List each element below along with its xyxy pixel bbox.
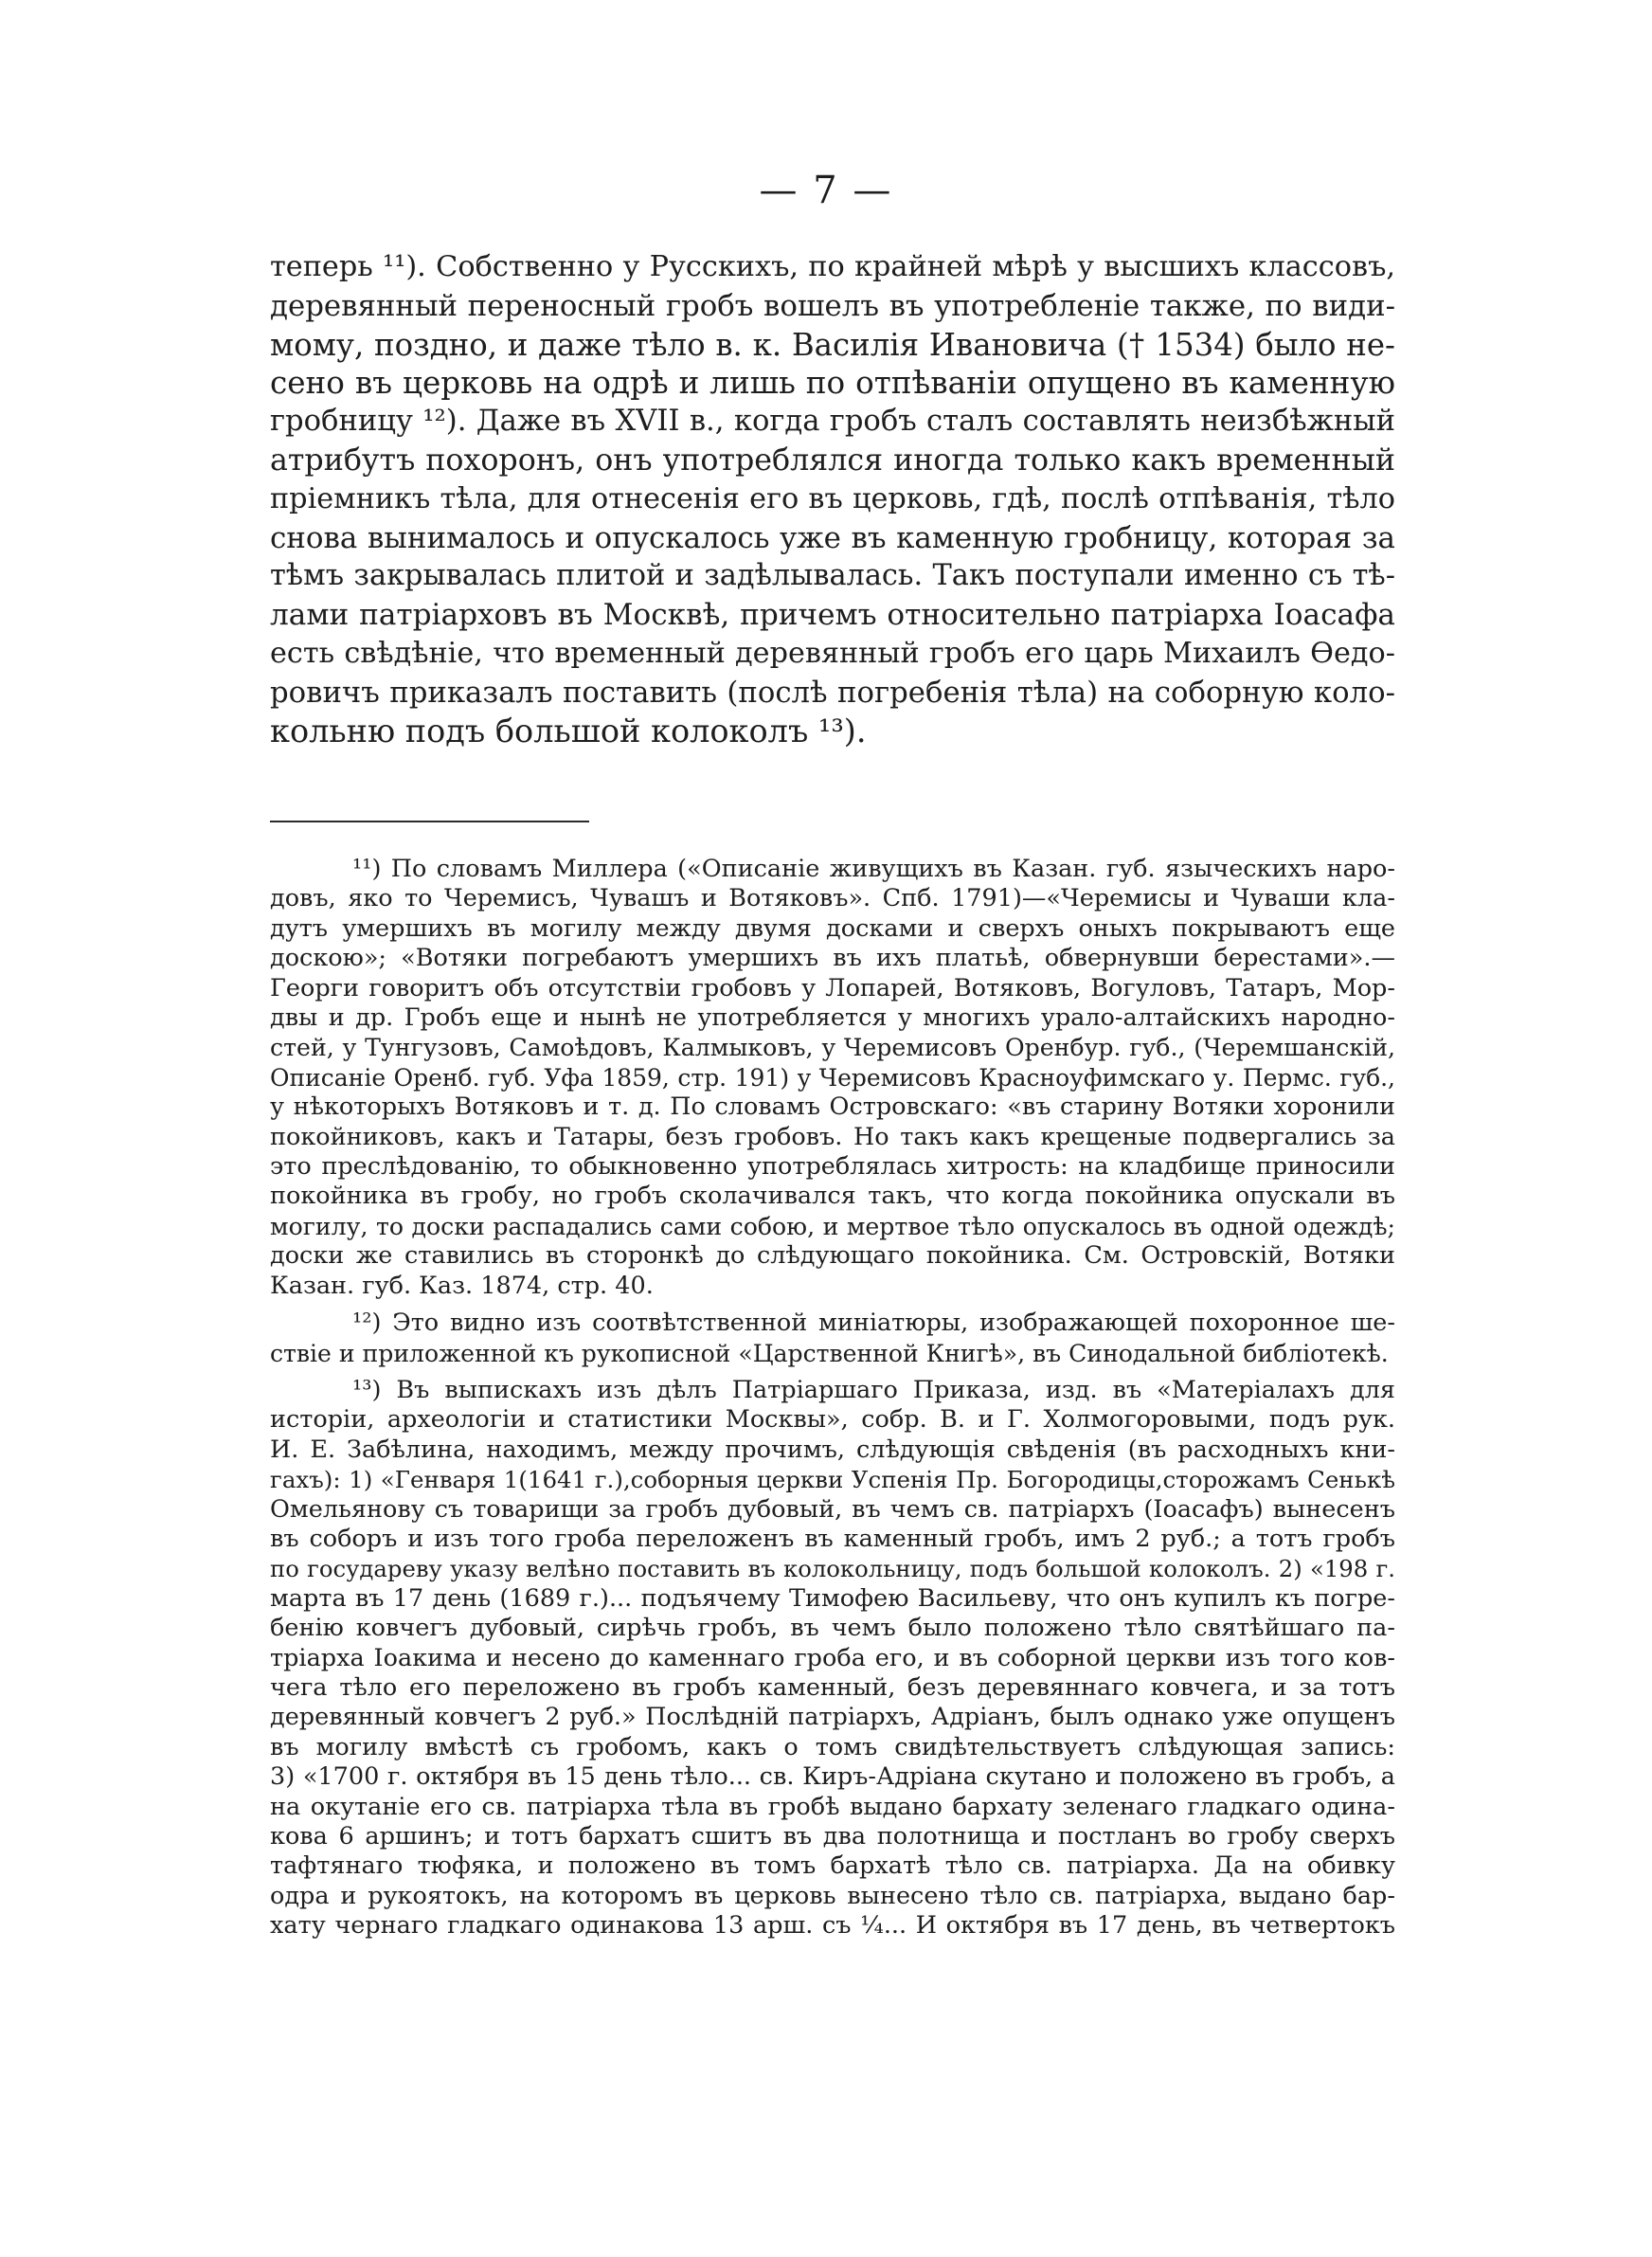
footnote-line: Описаніе Оренб. губ. Уфа 1859, стр. 191) у Черемисовъ Красноуфимскаго у. Пермс. губ.,: [270, 1063, 1395, 1092]
footnote-line: хату чернаго гладкаго одинакова 13 арш. съ ¼... И октября въ 17 день, въ четвертокъ: [270, 1911, 1395, 1941]
page-number: — 7 —: [759, 169, 893, 212]
footnote-line: бенію ковчегъ дубовый, сирѣчь гробъ, въ чемъ было положено тѣло святѣйшаго па-: [270, 1614, 1395, 1643]
footnote-line: могилу, то доски распадались сами собою, и мертвое тѣло опускалось въ одной одеждѣ;: [270, 1212, 1395, 1240]
text-line: ровичъ приказалъ поставить (послѣ погребенія тѣла) на соборную коло-: [270, 675, 1395, 710]
text-line: сено въ церковь на одрѣ и лишь по отпѣваніи опущено въ каменную: [270, 365, 1395, 402]
footnote-line: исторіи, археологіи и статистики Москвы», собр. В. и Г. Холмогоровыми, подъ рук.: [270, 1405, 1395, 1435]
text-line: деревянный переносный гробъ вошелъ въ употребленіе также, по види-: [270, 288, 1395, 323]
text-line: атрибутъ похоронъ, онъ употреблялся иногда только какъ временный: [270, 442, 1395, 478]
footnote-11: [270, 855, 1395, 1301]
footnote-line: довъ, яко то Черемисъ, Чувашъ и Вотяковъ». Спб. 1791)—«Черемисы и Чуваши кла-: [270, 884, 1395, 913]
footnote-line: доскою»; «Вотяки погребаютъ умершихъ въ ихъ платьѣ, обвернувши берестами».—: [270, 944, 1395, 973]
text-line: гробницу ¹²). Даже въ XVII в., когда гробъ сталъ составлять неизбѣжный: [270, 405, 1395, 439]
footnote-line: тріарха Іоакима и несено до каменнаго гроба его, и въ соборной церкви изъ того ков-: [270, 1643, 1395, 1672]
footnote-line: Георги говоритъ объ отсутствіи гробовъ у Лопарей, Вотяковъ, Вогуловъ, Татаръ, Мор-: [270, 973, 1395, 1002]
footnote-line: чега тѣло его переложено въ гробъ каменный, безъ деревяннаго ковчега, и за тотъ: [270, 1672, 1395, 1702]
footnote-line: доски же ставились въ сторонкѣ до слѣдующаго покойника. См. Островскій, Вотяки: [270, 1241, 1395, 1271]
footnote-line: по государеву указу велѣно поставить въ колокольницу, подъ большой колоколъ. 2) «198 г.: [270, 1555, 1395, 1583]
footnote-line: ¹¹) По словамъ Миллера («Описаніе живущихъ въ Казан. губ. языческихъ наро-: [352, 855, 1395, 883]
text-line: мому, поздно, и даже тѣло в. к. Василія Ивановича († 1534) было не-: [270, 326, 1395, 363]
text-line: теперь ¹¹). Собственно у Русскихъ, по крайней мѣрѣ у высшихъ классовъ,: [270, 250, 1395, 283]
footnote-line: одра и рукоятокъ, на которомъ въ церковь вынесено тѣло св. патріарха, выдано бар-: [270, 1881, 1395, 1910]
footnote-line: на окутаніе его св. патріарха тѣла въ гробѣ выдано бархату зеленаго гладкаго одина-: [270, 1792, 1395, 1821]
footnote-line: покойниковъ, какъ и Татары, безъ гробовъ. Но такъ какъ крещеные подвергались за: [270, 1122, 1395, 1151]
footnote-line: двы и др. Гробъ еще и нынѣ не употребляется у многихъ урало-алтайскихъ народно-: [270, 1003, 1395, 1033]
footnote-line: ¹²) Это видно изъ соотвѣтственной миніатюры, изображающей похоронное ше-: [352, 1309, 1395, 1338]
footnote-line: марта въ 17 день (1689 г.)... подъячему Тимофею Васильеву, что онъ купилъ къ погре-: [270, 1583, 1395, 1613]
text-line: кольню подъ большой колоколъ ¹³).: [270, 712, 867, 749]
footnote-13: [270, 1376, 1395, 1941]
footnote-line: въ могилу вмѣстѣ съ гробомъ, какъ о томъ свидѣтельствуетъ слѣдующая запись:: [270, 1732, 1395, 1761]
footnote-line: И. Е. Забѣлина, находимъ, между прочимъ, слѣдующія свѣденія (въ расходныхъ кни-: [270, 1435, 1395, 1464]
footnote-line: дутъ умершихъ въ могилу между двумя досками и сверхъ оныхъ покрываютъ еще: [270, 913, 1395, 943]
footnote-line: Казан. губ. Каз. 1874, стр. 40.: [270, 1271, 654, 1300]
footnote-line: въ соборъ и изъ того гроба переложенъ въ каменный гробъ, имъ 2 руб.; а тотъ гробъ: [270, 1524, 1395, 1553]
footnote-line: деревянный ковчегъ 2 руб.» Послѣдній патріархъ, Адріанъ, былъ однако уже опущенъ: [270, 1703, 1395, 1732]
footnote-line: кова 6 аршинъ; и тотъ бархатъ сшитъ въ два полотнища и постланъ во гробу сверхъ: [270, 1822, 1395, 1851]
footnote-line: ¹³) Въ выпискахъ изъ дѣлъ Патріаршаго Приказа, изд. въ «Матеріалахъ для: [352, 1375, 1395, 1404]
footnote-line: стей, у Тунгузовъ, Самоѣдовъ, Калмыковъ, у Черемисовъ Оренбур. губ., (Черемшанскій,: [270, 1034, 1395, 1062]
footnote-line: гахъ): 1) «Генваря 1(1641 г.),соборныя церкви Успенія Пр. Богородицы,сторожамъ Сенькѣ: [270, 1466, 1395, 1494]
footnotes: [270, 855, 1395, 1941]
text-line: снова вынималось и опускалось уже въ каменную гробницу, которая за: [270, 520, 1395, 555]
footnote-line: это преслѣдованію, то обыкновенно употреблялась хитрость: на кладбище приносили: [270, 1152, 1395, 1182]
footnote-line: покойника въ гробу, но гробъ сколачивался такъ, что когда покойника опускали въ: [270, 1182, 1395, 1211]
footnote-line: ствіе и приложенной къ рукописной «Царственной Книгѣ», въ Синодальной библіотекѣ.: [270, 1339, 1389, 1367]
text-line: лами патріарховъ въ Москвѣ, причемъ относительно патріарха Іоасафа: [270, 598, 1395, 633]
footnote-divider: [270, 821, 589, 822]
footnote-line: у нѣкоторыхъ Вотяковъ и т. д. По словамъ Островскаго: «въ старину Вотяки хоронили: [270, 1092, 1395, 1122]
footnote-line: Омельянову съ товарищи за гробъ дубовый, въ чемъ св. патріархъ (Іоасафъ) вынесенъ: [270, 1494, 1395, 1524]
text-line: тѣмъ закрывалась плитой и задѣлывалась. Такъ поступали именно съ тѣ-: [270, 559, 1395, 593]
footnote-line: тафтянаго тюфяка, и положено въ томъ бархатѣ тѣло св. патріарха. Да на обивку: [270, 1851, 1395, 1881]
footnote-line: 3) «1700 г. октября въ 15 день тѣло... св. Киръ-Адріана скутано и положено въ гробъ, а: [270, 1762, 1395, 1792]
text-line: пріемникъ тѣла, для отнесенія его въ церковь, гдѣ, послѣ отпѣванія, тѣло: [270, 481, 1395, 515]
footnote-12: [270, 1309, 1395, 1368]
main-paragraph: [270, 248, 1395, 750]
text-line: есть свѣдѣніе, что временный деревянный гробъ его царь Михаилъ Ѳедо-: [270, 636, 1395, 670]
